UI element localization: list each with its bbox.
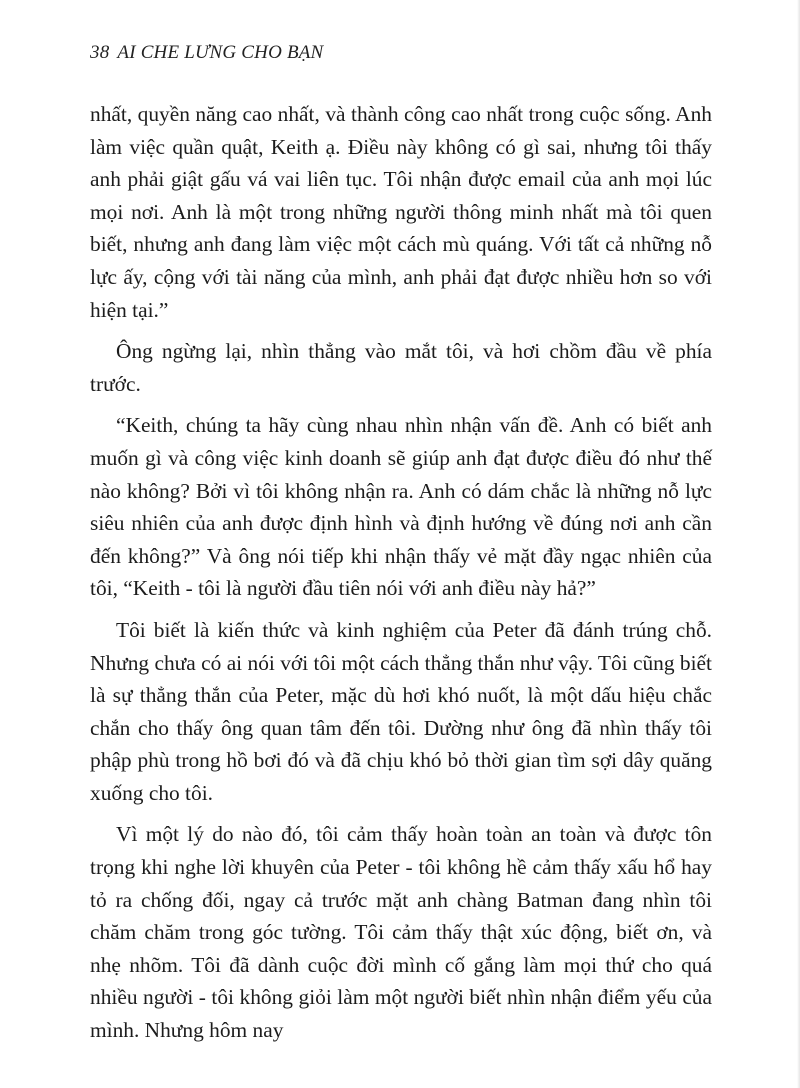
- paragraph: Tôi biết là kiến thức và kinh nghiệm của Peter đã đánh trúng chỗ. Nhưng chưa có ai nói với tôi một cách thẳng thắn như vậy. Tôi cũng biết là sự thẳng thắn của Peter, mặc dù hơi khó nuốt, là một dấu hiệu chắc chắn cho thấy ông quan tâm đến tôi. Dường như ông đã nhìn thấy tôi phập phù trong hồ bơi đó và đã chịu khó bỏ thời gian tìm sợi dây quăng xuống cho tôi.: [90, 617, 712, 805]
- paragraph-continued: nhất, quyền năng cao nhất, và thành công cao nhất trong cuộc sống. Anh làm việc quần quật, Keith ạ. Điều này không có gì sai, nhưng tôi thấy anh phải giật gấu vá vai liên tục. Tôi nhận được email của anh mọi lúc mọi nơi. Anh là một trong những người thông minh nhất mà tôi quen biết, nhưng anh đang làm việc một cách mù quáng. Với tất cả những nỗ lực ấy, cộng với tài năng của mình, anh phải đạt được nhiều hơn so với hiện tại.”: [90, 102, 712, 322]
- paragraph: Ông ngừng lại, nhìn thẳng vào mắt tôi, và hơi chồm đầu về phía trước.: [90, 339, 712, 396]
- body-text: [90, 98, 712, 1056]
- paragraph: Vì một lý do nào đó, tôi cảm thấy hoàn toàn an toàn và được tôn trọng khi nghe lời khuyên của Peter - tôi không hề cảm thấy xấu hổ hay tỏ ra chống đối, ngay cả trước mặt anh chàng Batman đang nhìn tôi chăm chăm trong góc tường. Tôi cảm thấy thật xúc động, biết ơn, và nhẹ nhõm. Tôi đã dành cuộc đời mình cố gắng làm mọi thứ cho quá nhiều người - tôi không giỏi làm một người biết nhìn nhận điểm yếu của mình. Nhưng hôm nay: [90, 822, 712, 1043]
- running-header: [90, 42, 323, 64]
- book-title: AI CHE LƯNG CHO BẠN: [117, 42, 324, 63]
- page-number: 38: [90, 42, 110, 63]
- paragraph: “Keith, chúng ta hãy cùng nhau nhìn nhận vấn đề. Anh có biết anh muốn gì và công việc kinh doanh sẽ giúp anh đạt được điều đó như thế nào không? Bởi vì tôi không nhận ra. Anh có dám chắc là những nỗ lực siêu nhiên của anh được định hình và định hướng về đúng nơi anh cần đến không?” Và ông nói tiếp khi nhận thấy vẻ mặt đầy ngạc nhiên của tôi, “Keith - tôi là người đầu tiên nói với anh điều này hả?”: [90, 413, 712, 601]
